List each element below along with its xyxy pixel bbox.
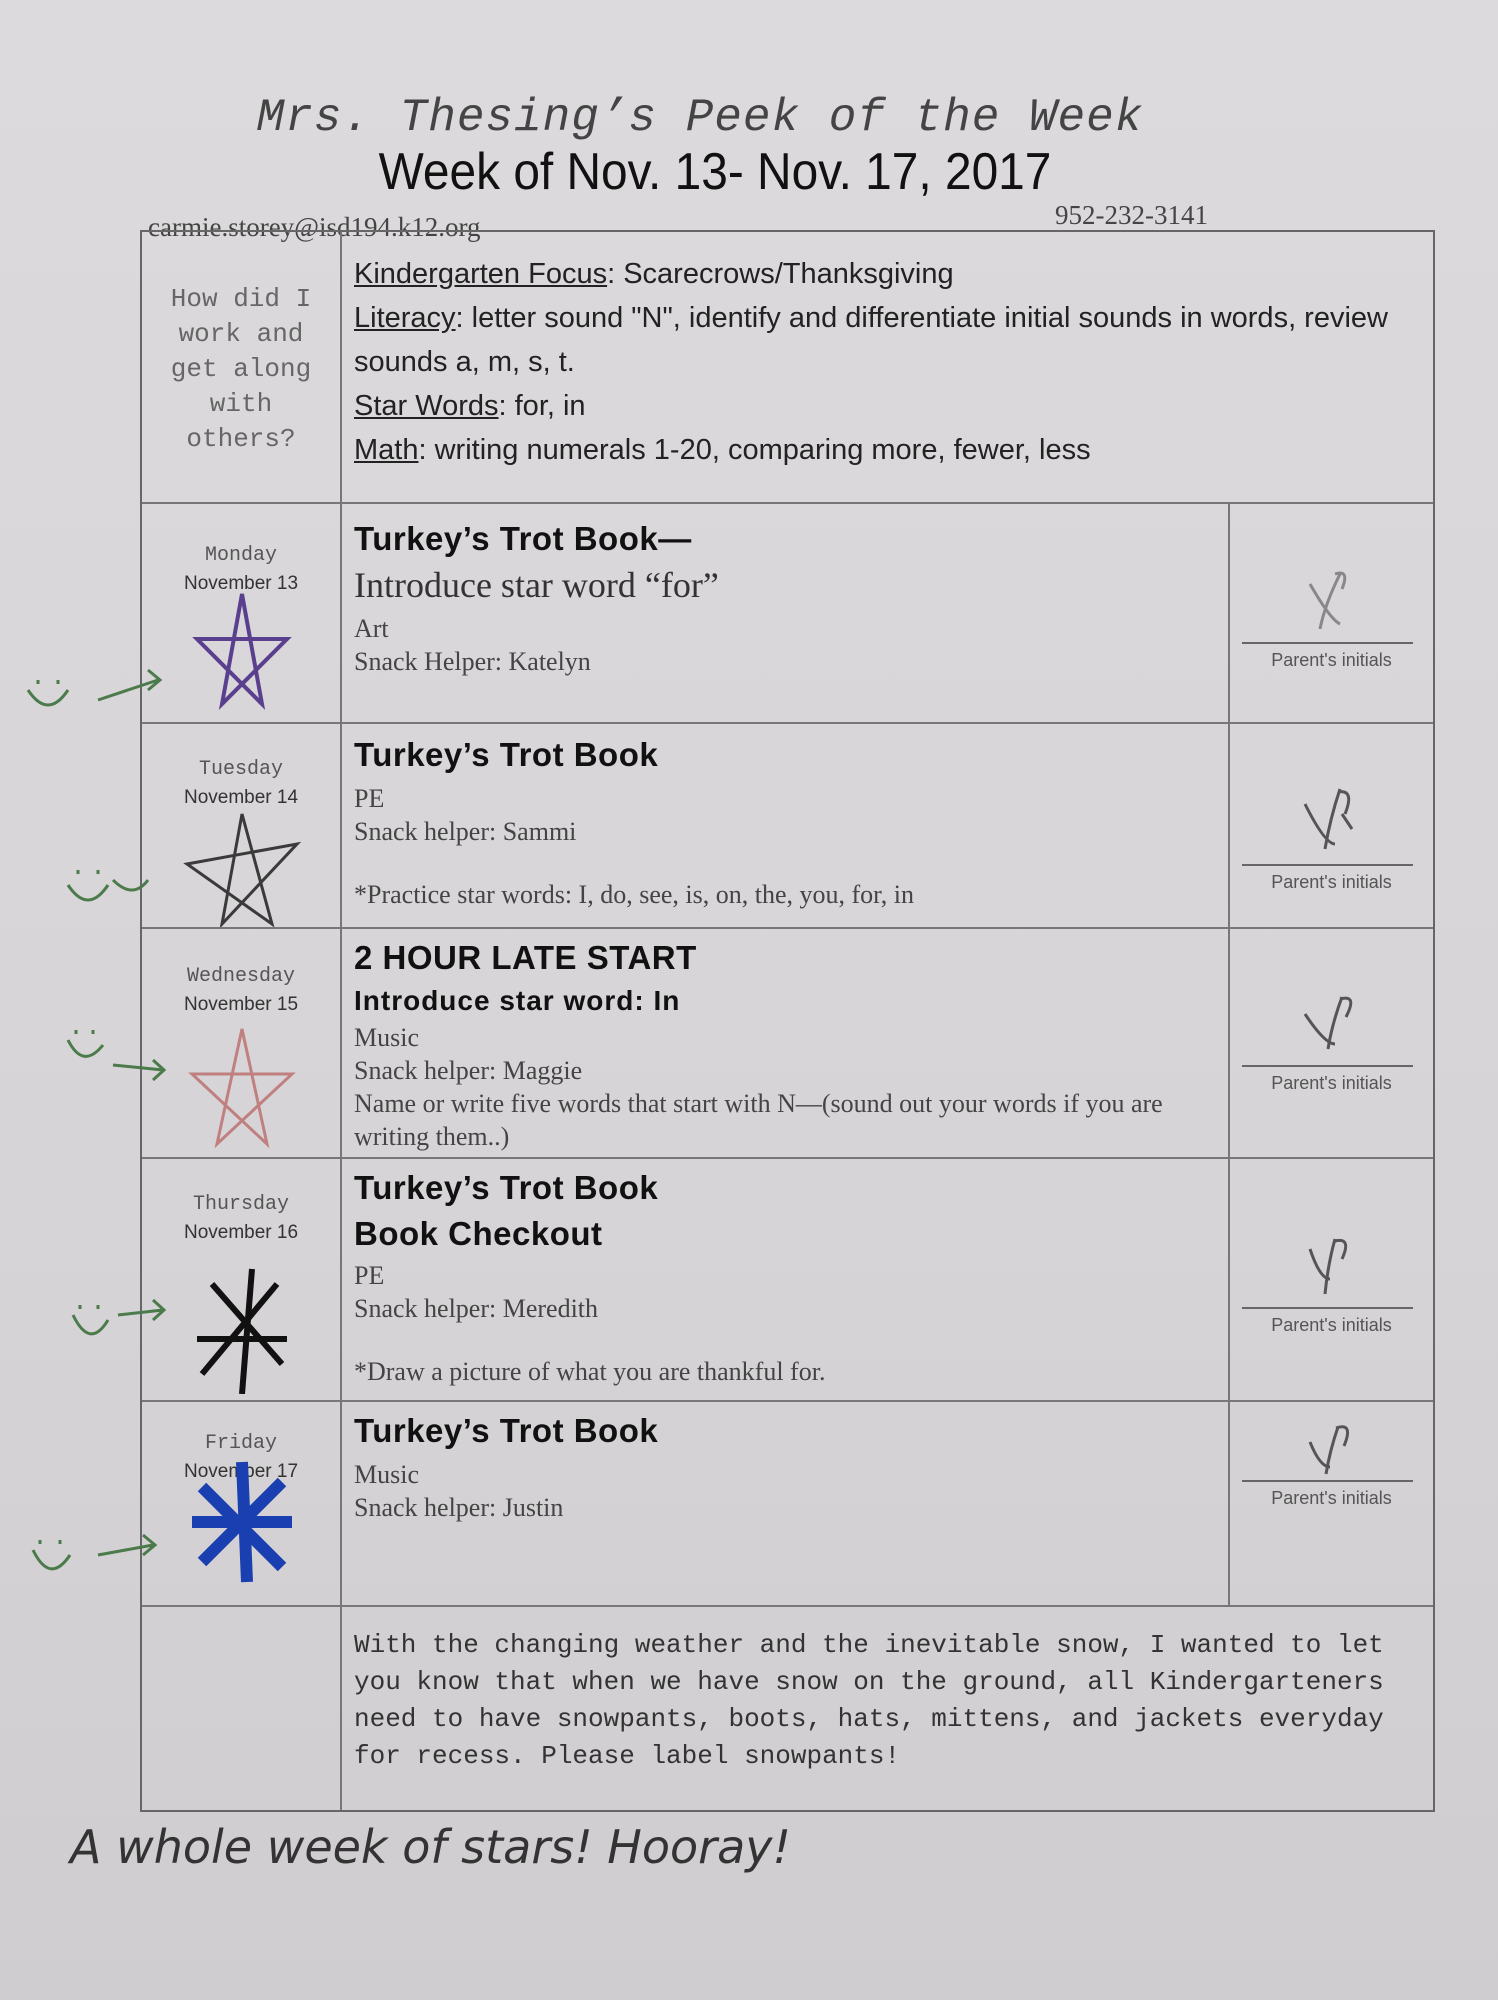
behavior-prompt-cell [142, 232, 342, 502]
day-activities [354, 1402, 1215, 1615]
activity-line: Introduce star word “for” [354, 565, 719, 605]
day-cell [142, 1402, 342, 1605]
day-name: Thursday [192, 1193, 289, 1216]
signature-line [1242, 864, 1413, 866]
day-row-friday [142, 1400, 1433, 1605]
day-cell [142, 1159, 342, 1400]
focus-cell [354, 232, 1421, 502]
note-row [142, 1605, 1433, 1810]
activity-subheading: Introduce star word: In [354, 985, 681, 1016]
activity-heading: Turkey’s Trot Book [354, 736, 659, 773]
teacher-phone: 952-232-3141 [1055, 200, 1208, 230]
day-activities [354, 1159, 1215, 1410]
parent-initials-signature-icon [1280, 564, 1380, 634]
day-row-thursday [142, 1157, 1433, 1400]
activity-line: PE [354, 1261, 385, 1290]
signature-line [1242, 1065, 1413, 1067]
day-date: November 17 [183, 1461, 299, 1482]
activity-line: Music [354, 1023, 419, 1052]
signature-line [1242, 1307, 1413, 1309]
activity-heading: Turkey’s Trot Book— [354, 520, 692, 557]
parent-initials-signature-icon [1280, 1229, 1380, 1299]
math-focus: Math: writing numerals 1-20, comparing more, fewer, less [354, 434, 1091, 466]
activity-line: Snack helper: Maggie [354, 1056, 583, 1085]
day-cell [142, 929, 342, 1157]
day-name: Monday [204, 544, 277, 567]
handwritten-praise: A whole week of stars! Hooray! [70, 1820, 791, 1874]
signature-line [1242, 1480, 1413, 1482]
signature-line [1242, 642, 1413, 644]
activity-heading: Turkey’s Trot Book [354, 1412, 659, 1449]
day-row-wednesday [142, 927, 1433, 1157]
star-words: Star Words: for, in [354, 390, 586, 422]
literacy-focus: Literacy: letter sound "N", identify and differentiate initial sounds in words, review sounds a, m, s, t. [354, 302, 1388, 378]
parent-initials-signature-icon [1280, 784, 1380, 854]
weekly-schedule-table [140, 230, 1435, 1812]
behavior-star-icon [182, 1457, 302, 1587]
activity-line: *Practice star words: I, do, see, is, on, the, you, for, in [354, 880, 915, 909]
day-date: November 15 [183, 994, 299, 1015]
day-name: Wednesday [186, 965, 296, 988]
parent-initials-label: Parent's initials [1271, 1073, 1392, 1093]
activity-line: Music [354, 1460, 419, 1489]
activity-heading: 2 HOUR LATE START [354, 939, 697, 976]
day-row-tuesday [142, 722, 1433, 927]
parent-initials-cell[interactable] [1228, 724, 1433, 927]
parent-initials-label: Parent's initials [1271, 872, 1392, 892]
activity-heading: Turkey’s Trot Book [354, 1169, 659, 1206]
activity-line: Art [354, 614, 389, 643]
weather-note: With the changing weather and the inevitable snow, I wanted to let you know that when we have snow on the ground, all Kindergarteners need to have snowpants, boots, hats, mittens, and jackets everyday for recess. Please label snowpants! [354, 1630, 1384, 1771]
page-title: Mrs. Thesing’s Peek of the Week [256, 92, 1144, 144]
week-heading: Week of Nov. 13- Nov. 17, 2017 [378, 143, 1052, 201]
focus-row [142, 232, 1433, 502]
day-cell [142, 504, 342, 722]
parent-initials-cell[interactable] [1228, 504, 1433, 722]
behavior-star-icon [182, 584, 302, 714]
day-row-monday [142, 502, 1433, 722]
parent-initials-label: Parent's initials [1271, 650, 1392, 670]
activity-line: Snack Helper: Katelyn [354, 647, 591, 676]
parent-initials-cell[interactable] [1228, 1159, 1433, 1400]
day-activities [354, 929, 1215, 1167]
activity-line: Snack helper: Meredith [354, 1294, 599, 1323]
day-name: Friday [204, 1432, 277, 1455]
note-cell [354, 1607, 1421, 1810]
activity-line: *Draw a picture of what you are thankful for. [354, 1357, 826, 1386]
day-cell [142, 724, 342, 927]
activity-line: Snack helper: Sammi [354, 817, 577, 846]
day-name: Tuesday [198, 758, 283, 781]
day-date: November 16 [183, 1222, 299, 1243]
day-date: November 14 [183, 787, 299, 808]
parent-initials-label: Parent's initials [1271, 1315, 1392, 1335]
focus-text [354, 232, 1421, 472]
smiley-face-marks-icon [18, 660, 168, 1660]
behavior-star-icon [182, 1024, 302, 1154]
behavior-star-icon [182, 1264, 302, 1394]
kindergarten-focus: Kindergarten Focus: Scarecrows/Thanksgiving [354, 258, 954, 290]
parent-initials-signature-icon [1280, 989, 1380, 1059]
parent-initials-cell[interactable] [1228, 929, 1433, 1157]
behavior-prompt: How did I work and get along with others? [170, 284, 312, 454]
parent-initials-label: Parent's initials [1271, 1488, 1392, 1508]
day-activities [354, 724, 1215, 939]
day-date: November 13 [183, 573, 299, 594]
note-blank-cell [142, 1607, 342, 1810]
day-activities [354, 504, 1215, 738]
teacher-email[interactable]: carmie.storey@isd194.k12.org [148, 212, 481, 242]
activity-line: PE [354, 784, 385, 813]
activity-line: Snack helper: Justin [354, 1493, 564, 1522]
activity-heading: Book Checkout [354, 1215, 603, 1252]
behavior-star-icon [182, 804, 302, 934]
activity-line: Name or write five words that start with N—(sound out your words if you are writing them..) [354, 1089, 1163, 1151]
parent-initials-signature-icon [1280, 1412, 1380, 1482]
parent-initials-cell[interactable] [1228, 1402, 1433, 1605]
